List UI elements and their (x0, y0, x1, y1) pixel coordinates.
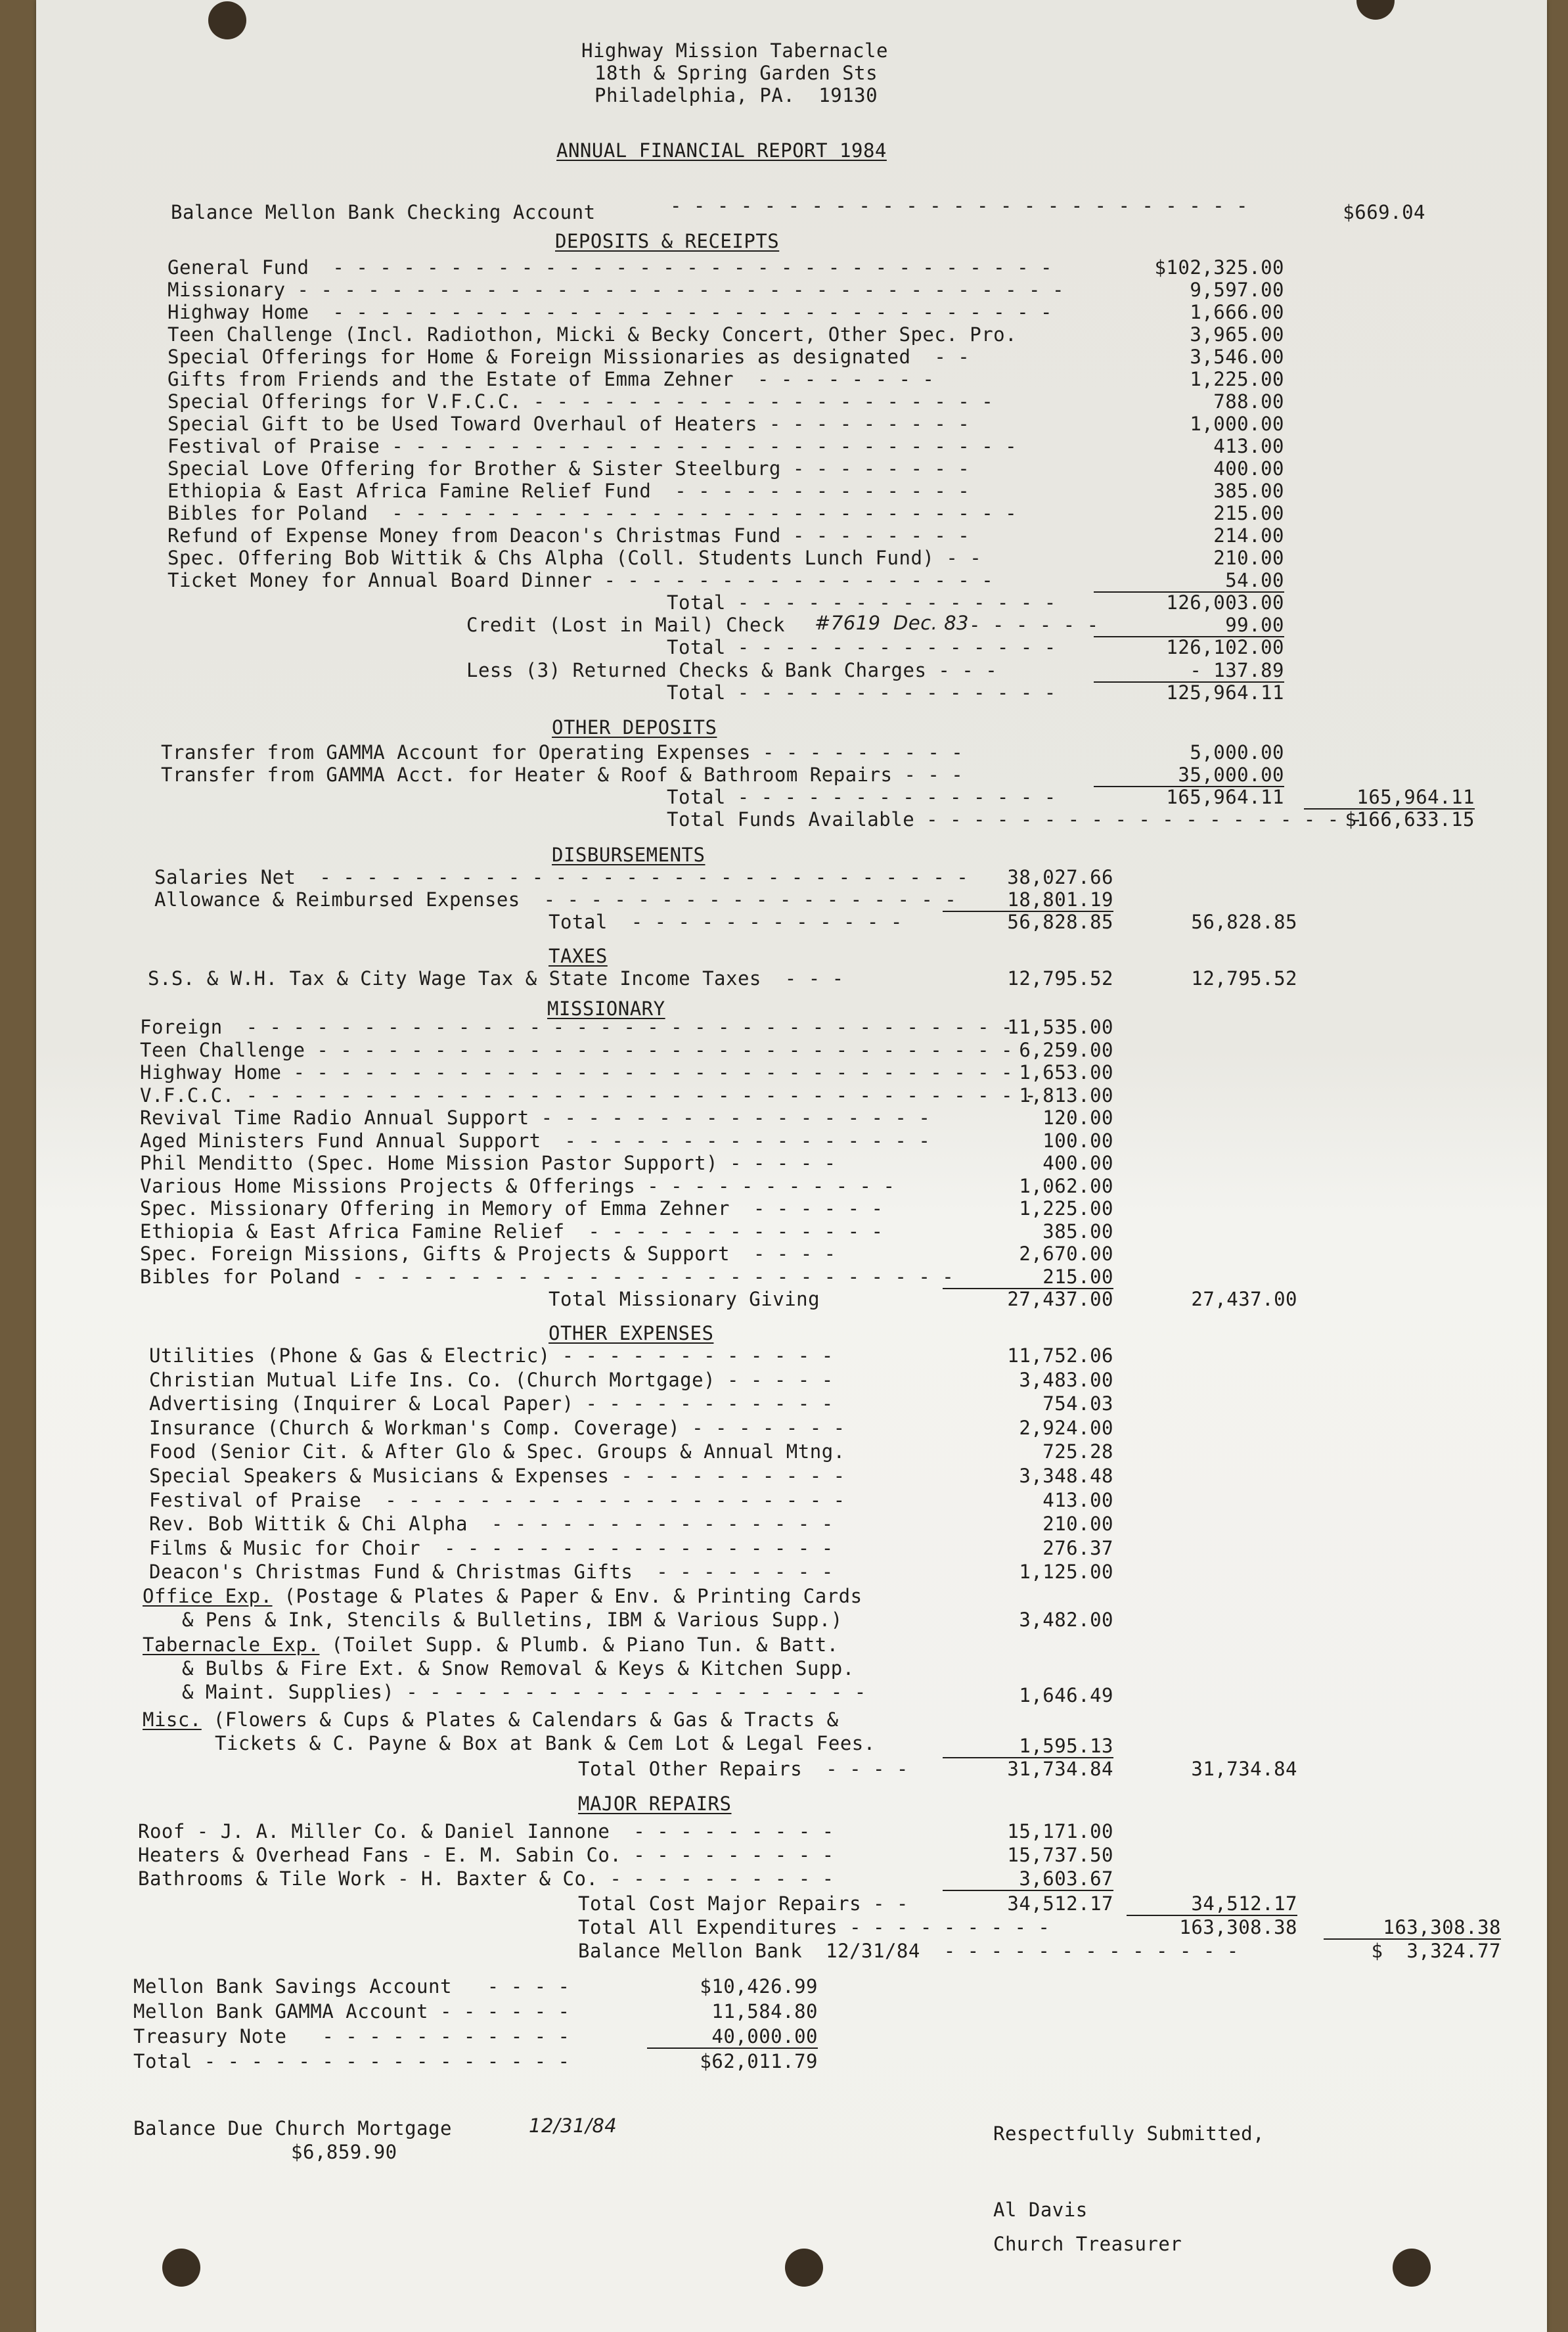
closing-text: Respectfully Submitted, (993, 2122, 1265, 2145)
account-label: Treasury Note - - - - - - - - - - - (133, 2025, 570, 2047)
line-item-amount: 385.00 (1042, 1220, 1113, 1243)
line-item-amount: 1,000.00 (1190, 413, 1284, 435)
office-expense-detail: (Postage & Plates & Paper & Env. & Printing Cards (272, 1585, 862, 1607)
line-item-label: Ticket Money for Annual Board Dinner - - - - - - - - - - - - - - - - - (168, 569, 994, 591)
carried-total: 12,795.52 (1191, 967, 1297, 990)
less-amount: - 137.89 (1094, 659, 1284, 683)
tabernacle-expense-detail: (Toilet Supp. & Plumb. & Piano Tun. & Batt. (319, 1634, 839, 1656)
line-item-amount: 1,653.00 (1019, 1061, 1113, 1084)
line-item-amount: 3,483.00 (1019, 1368, 1113, 1391)
other-deposit-amount: 35,000.00 (1094, 764, 1284, 787)
tax-label: S.S. & W.H. Tax & City Wage Tax & State Income Taxes - - - (148, 967, 844, 990)
section-heading: MAJOR REPAIRS (578, 1793, 732, 1815)
total-amount: 56,828.85 (1007, 911, 1113, 933)
office-expense-title: Office Exp. (143, 1585, 273, 1607)
line-item-label: Films & Music for Choir - - - - - - - - - - - - - - - - - (149, 1536, 834, 1559)
other-deposit-label: Transfer from GAMMA Acct. for Heater & Roof & Bathroom Repairs - - - (161, 764, 964, 786)
line-item-label: Special Offerings for V.F.C.C. - - - - - - - - - - - - - - - - - - - - (168, 390, 994, 413)
line-item-label: Revival Time Radio Annual Support - - - - - - - - - - - - - - - - - (140, 1107, 931, 1129)
line-item-label: Various Home Missions Projects & Offerings - - - - - - - - - - - (140, 1174, 895, 1197)
line-item-amount: 3,965.00 (1190, 323, 1284, 346)
carried-total: 31,734.84 (1191, 1758, 1297, 1780)
total-label: Total Missionary Giving (549, 1288, 820, 1310)
other-deposit-amount: 5,000.00 (1190, 741, 1284, 764)
opening-dashes: - - - - - - - - - - - - - - - - - - - - - - - - - (670, 194, 1249, 217)
misc-expense-line2: Tickets & C. Payne & Box at Bank & Cem Lot & Legal Fees. (215, 1732, 876, 1754)
repair-label: Heaters & Overhead Fans - E. M. Sabin Co. - - - - - - - - - (138, 1844, 834, 1866)
line-item-label: Gifts from Friends and the Estate of Emma Zehner - - - - - - - - (168, 368, 935, 390)
report-title: ANNUAL FINANCIAL REPORT 1984 (556, 139, 887, 162)
line-item-label: Ethiopia & East Africa Famine Relief Fund - - - - - - - - - - - - - (168, 480, 970, 502)
mortgage-date: 12/31/84 (529, 2115, 617, 2137)
credit-label: Credit (Lost in Mail) Check (466, 614, 797, 636)
line-item-amount: 3,546.00 (1190, 346, 1284, 368)
disbursement-label: Allowance & Reimbursed Expenses - - - - - - - - - - - - - - - - - - (154, 888, 957, 911)
deposits-last-amount: 54.00 (1094, 569, 1284, 593)
repair-amount: 3,603.67 (943, 1867, 1113, 1891)
credit-amount: 99.00 (1094, 614, 1284, 637)
line-item-amount: 2,670.00 (1019, 1243, 1113, 1265)
tabernacle-expense-line (143, 1634, 839, 1656)
credit-dashes: - - - - - - (969, 614, 1099, 636)
line-item-label: Foreign - - - - - - - - - - - - - - - - - - - - - - - - - - - - - - - - - (140, 1016, 1014, 1038)
line-item-label: Utilities (Phone & Gas & Electric) - - - - - - - - - - - - (149, 1344, 834, 1367)
line-item-amount: 11,752.06 (1007, 1344, 1113, 1367)
total-amount: 126,003.00 (1166, 591, 1284, 614)
misc-expense-detail: (Flowers & Cups & Plates & Calendars & Gas & Tracts & (201, 1708, 839, 1731)
line-item-label: Highway Home - - - - - - - - - - - - - - - - - - - - - - - - - - - - - - - (168, 301, 1052, 323)
account-amount: 40,000.00 (647, 2025, 818, 2049)
all-expenditures-label: Total All Expenditures - - - - - - - - - (578, 1916, 1050, 1938)
repair-amount: 15,737.50 (1007, 1844, 1113, 1866)
section-heading: MISSIONARY (547, 997, 665, 1020)
treasurer-title: Church Treasurer (993, 2233, 1182, 2255)
org-street: 18th & Spring Garden Sts (594, 62, 878, 84)
carried-total: 34,512.17 (1127, 1892, 1297, 1916)
line-item-amount: 385.00 (1213, 480, 1284, 502)
closing-balance-amount: $ 3,324.77 (1371, 1940, 1501, 1962)
line-item-label: Special Gift to be Used Toward Overhaul of Heaters - - - - - - - - - (168, 413, 970, 435)
section-heading: OTHER DEPOSITS (552, 716, 717, 739)
total-amount: 27,437.00 (1007, 1288, 1113, 1310)
carried-total: 56,828.85 (1191, 911, 1297, 933)
punch-hole (208, 1, 246, 39)
tabernacle-expense-line3: & Maint. Supplies) - - - - - - - - - - - - - - - - - - - - (182, 1681, 866, 1703)
office-expense-amount: 3,482.00 (1019, 1609, 1113, 1631)
less-label: Less (3) Returned Checks & Bank Charges - - - (466, 659, 998, 681)
line-item-label: Deacon's Christmas Fund & Christmas Gifts - - - - - - - - (149, 1561, 834, 1584)
line-item-label: Rev. Bob Wittik & Chi Alpha - - - - - - - - - - - - - - - (149, 1513, 834, 1536)
total-label: Total Cost Major Repairs - - (578, 1892, 908, 1915)
total-label: Total - - - - - - - - - - - - - - (667, 786, 1056, 808)
line-item-label: Spec. Foreign Missions, Gifts & Projects & Support - - - - (140, 1243, 836, 1265)
section-heading: TAXES (549, 945, 608, 967)
line-item-label: Highway Home - - - - - - - - - - - - - - - - - - - - - - - - - - - - - - - (140, 1061, 1014, 1084)
total-amount: 126,102.00 (1166, 636, 1284, 658)
line-item-label: Advertising (Inquirer & Local Paper) - - - - - - - - - - - (149, 1392, 834, 1415)
closing-balance-label: Balance Mellon Bank 12/31/84 - - - - - - - - - - - - - (578, 1940, 1239, 1962)
total-amount: 125,964.11 (1166, 681, 1284, 704)
line-item-label: Bibles for Poland - - - - - - - - - - - - - - - - - - - - - - - - - - (140, 1265, 954, 1288)
punch-hole (1356, 0, 1395, 20)
all-expenditures-carried: 163,308.38 (1324, 1916, 1501, 1940)
mortgage-amount: $6,859.90 (291, 2141, 397, 2163)
line-item-amount: 1,225.00 (1019, 1197, 1113, 1220)
tax-amount: 12,795.52 (1007, 967, 1113, 990)
line-item-amount: 120.00 (1042, 1107, 1113, 1129)
punch-hole (785, 2249, 823, 2287)
disbursement-amount: 18,801.19 (943, 888, 1113, 912)
line-item-label: Special Offerings for Home & Foreign Missionaries as designated - - (168, 346, 970, 368)
total-label: Total - - - - - - - - - - - - (549, 911, 903, 933)
carried-total: 165,964.11 (1304, 786, 1475, 810)
account-amount: 11,584.80 (711, 2000, 818, 2023)
punch-hole (1393, 2249, 1431, 2287)
line-item-amount: 11,535.00 (1007, 1016, 1113, 1038)
line-item-label: Phil Menditto (Spec. Home Mission Pastor Support) - - - - - (140, 1152, 836, 1174)
account-label: Mellon Bank GAMMA Account - - - - - - (133, 2000, 570, 2023)
org-city: Philadelphia, PA. 19130 (594, 84, 878, 106)
account-label: Mellon Bank Savings Account - - - - (133, 1975, 570, 1998)
tabernacle-expense-title: Tabernacle Exp. (143, 1634, 320, 1656)
line-item-amount: 2,924.00 (1019, 1416, 1113, 1439)
line-item-amount: 100.00 (1042, 1129, 1113, 1152)
account-amount: $10,426.99 (700, 1975, 818, 1998)
line-item-amount: 1,666.00 (1190, 301, 1284, 323)
line-item-label: Food (Senior Cit. & After Glo & Spec. Groups & Annual Mtng. (149, 1440, 845, 1463)
carried-total: 27,437.00 (1191, 1288, 1297, 1310)
line-item-label: Bibles for Poland - - - - - - - - - - - - - - - - - - - - - - - - - - - (168, 502, 1018, 524)
line-item-label: V.F.C.C. - - - - - - - - - - - - - - - - - - - - - - - - - - - - - - - - - - (140, 1084, 1037, 1107)
line-item-amount: 400.00 (1213, 457, 1284, 480)
line-item-amount: 215.00 (943, 1266, 1113, 1289)
tabernacle-expense-amount: 1,646.49 (1019, 1684, 1113, 1706)
office-expense-line2: & Pens & Ink, Stencils & Bulletins, IBM & Various Supp.) (182, 1609, 843, 1631)
line-item-label: Christian Mutual Life Ins. Co. (Church Mortgage) - - - - - (149, 1368, 834, 1391)
total-label: Total Other Repairs - - - - (578, 1758, 908, 1780)
office-expense-line (143, 1585, 862, 1607)
repair-amount: 15,171.00 (1007, 1820, 1113, 1842)
line-item-amount: 400.00 (1042, 1152, 1113, 1174)
funds-available-label: Total Funds Available - - - - - - - - - - - - - - - - - - - (667, 808, 1363, 831)
line-item-amount: 788.00 (1213, 390, 1284, 413)
line-item-amount: 9,597.00 (1190, 279, 1284, 301)
other-deposit-label: Transfer from GAMMA Account for Operating Expenses - - - - - - - - - (161, 741, 964, 764)
section-heading: OTHER EXPENSES (549, 1322, 714, 1344)
punch-hole (162, 2249, 200, 2287)
line-item-label: Missionary - - - - - - - - - - - - - - - - - - - - - - - - - - - - - - - - - (168, 279, 1064, 301)
misc-expense-amount: 1,595.13 (943, 1735, 1113, 1758)
tabernacle-expense-line2: & Bulbs & Fire Ext. & Snow Removal & Keys & Kitchen Supp. (182, 1657, 855, 1680)
funds-available-amount: $166,633.15 (1345, 808, 1475, 831)
total-amount: 34,512.17 (1007, 1892, 1113, 1915)
line-item-label: Special Love Offering for Brother & Sister Steelburg - - - - - - - - (168, 457, 970, 480)
line-item-label: Spec. Missionary Offering in Memory of Emma Zehner - - - - - - (140, 1197, 884, 1220)
repair-label: Roof - J. A. Miller Co. & Daniel Iannone - - - - - - - - - (138, 1820, 834, 1842)
line-item-amount: 1,813.00 (1019, 1084, 1113, 1107)
misc-expense-line (143, 1708, 839, 1731)
total-amount: 31,734.84 (1007, 1758, 1113, 1780)
total-label: Total - - - - - - - - - - - - - - (667, 636, 1056, 658)
credit-check-note: #7619 Dec. 83 (815, 612, 969, 634)
line-item-label: Teen Challenge - - - - - - - - - - - - - - - - - - - - - - - - - - - - - - (140, 1038, 1014, 1061)
opening-label: Balance Mellon Bank Checking Account (171, 201, 596, 223)
disbursement-amount: 38,027.66 (1007, 866, 1113, 888)
line-item-amount: 754.03 (1042, 1392, 1113, 1415)
line-item-label: Festival of Praise - - - - - - - - - - - - - - - - - - - - (149, 1488, 845, 1511)
line-item-label: Spec. Offering Bob Wittik & Chs Alpha (Coll. Students Lunch Fund) - - (168, 547, 982, 569)
line-item-amount: 1,062.00 (1019, 1174, 1113, 1197)
line-item-amount: 413.00 (1213, 435, 1284, 457)
all-expenditures-amount: 163,308.38 (1179, 1916, 1297, 1938)
total-label: Total - - - - - - - - - - - - - - (667, 681, 1056, 704)
line-item-label: Aged Ministers Fund Annual Support - - - - - - - - - - - - - - - - (140, 1129, 931, 1152)
misc-expense-title: Misc. (143, 1708, 202, 1731)
line-item-amount: $102,325.00 (1154, 256, 1284, 279)
line-item-amount: 413.00 (1042, 1488, 1113, 1511)
total-amount: 165,964.11 (1166, 786, 1284, 808)
line-item-amount: 6,259.00 (1019, 1038, 1113, 1061)
line-item-label: Ethiopia & East Africa Famine Relief - - - - - - - - - - - - - (140, 1220, 884, 1243)
total-label: Total - - - - - - - - - - - - - - (667, 591, 1056, 614)
org-name: Highway Mission Tabernacle (581, 39, 888, 62)
line-item-amount: 1,225.00 (1190, 368, 1284, 390)
report-sheet (36, 0, 1547, 2332)
treasurer-name: Al Davis (993, 2199, 1088, 2221)
section-heading: DEPOSITS & RECEIPTS (555, 230, 780, 252)
line-item-label: Refund of Expense Money from Deacon's Christmas Fund - - - - - - - - (168, 524, 970, 547)
line-item-amount: 215.00 (1213, 502, 1284, 524)
mortgage-label: Balance Due Church Mortgage (133, 2117, 452, 2139)
line-item-amount: 725.28 (1042, 1440, 1113, 1463)
account-amount: $62,011.79 (700, 2050, 818, 2072)
line-item-label: Festival of Praise - - - - - - - - - - - - - - - - - - - - - - - - - - - (168, 435, 1018, 457)
section-heading: DISBURSEMENTS (552, 844, 706, 866)
line-item-amount: 210.00 (1213, 547, 1284, 569)
line-item-amount: 214.00 (1213, 524, 1284, 547)
line-item-amount: 3,348.48 (1019, 1465, 1113, 1487)
line-item-amount: 1,125.00 (1019, 1561, 1113, 1584)
account-label: Total - - - - - - - - - - - - - - - - (133, 2050, 570, 2072)
line-item-label: Insurance (Church & Workman's Comp. Coverage) - - - - - - - (149, 1416, 845, 1439)
line-item-label: General Fund - - - - - - - - - - - - - - - - - - - - - - - - - - - - - - - (168, 256, 1052, 279)
line-item-label: Special Speakers & Musicians & Expenses - - - - - - - - - - (149, 1465, 845, 1487)
line-item-amount: 276.37 (1042, 1536, 1113, 1559)
line-item-amount: 210.00 (1042, 1513, 1113, 1536)
opening-amount: $669.04 (1343, 201, 1425, 223)
line-item-label: Teen Challenge (Incl. Radiothon, Micki & Becky Concert, Other Spec. Pro. (168, 323, 1018, 346)
repair-label: Bathrooms & Tile Work - H. Baxter & Co. - - - - - - - - - - (138, 1867, 834, 1890)
disbursement-label: Salaries Net - - - - - - - - - - - - - - - - - - - - - - - - - - - - (154, 866, 969, 888)
